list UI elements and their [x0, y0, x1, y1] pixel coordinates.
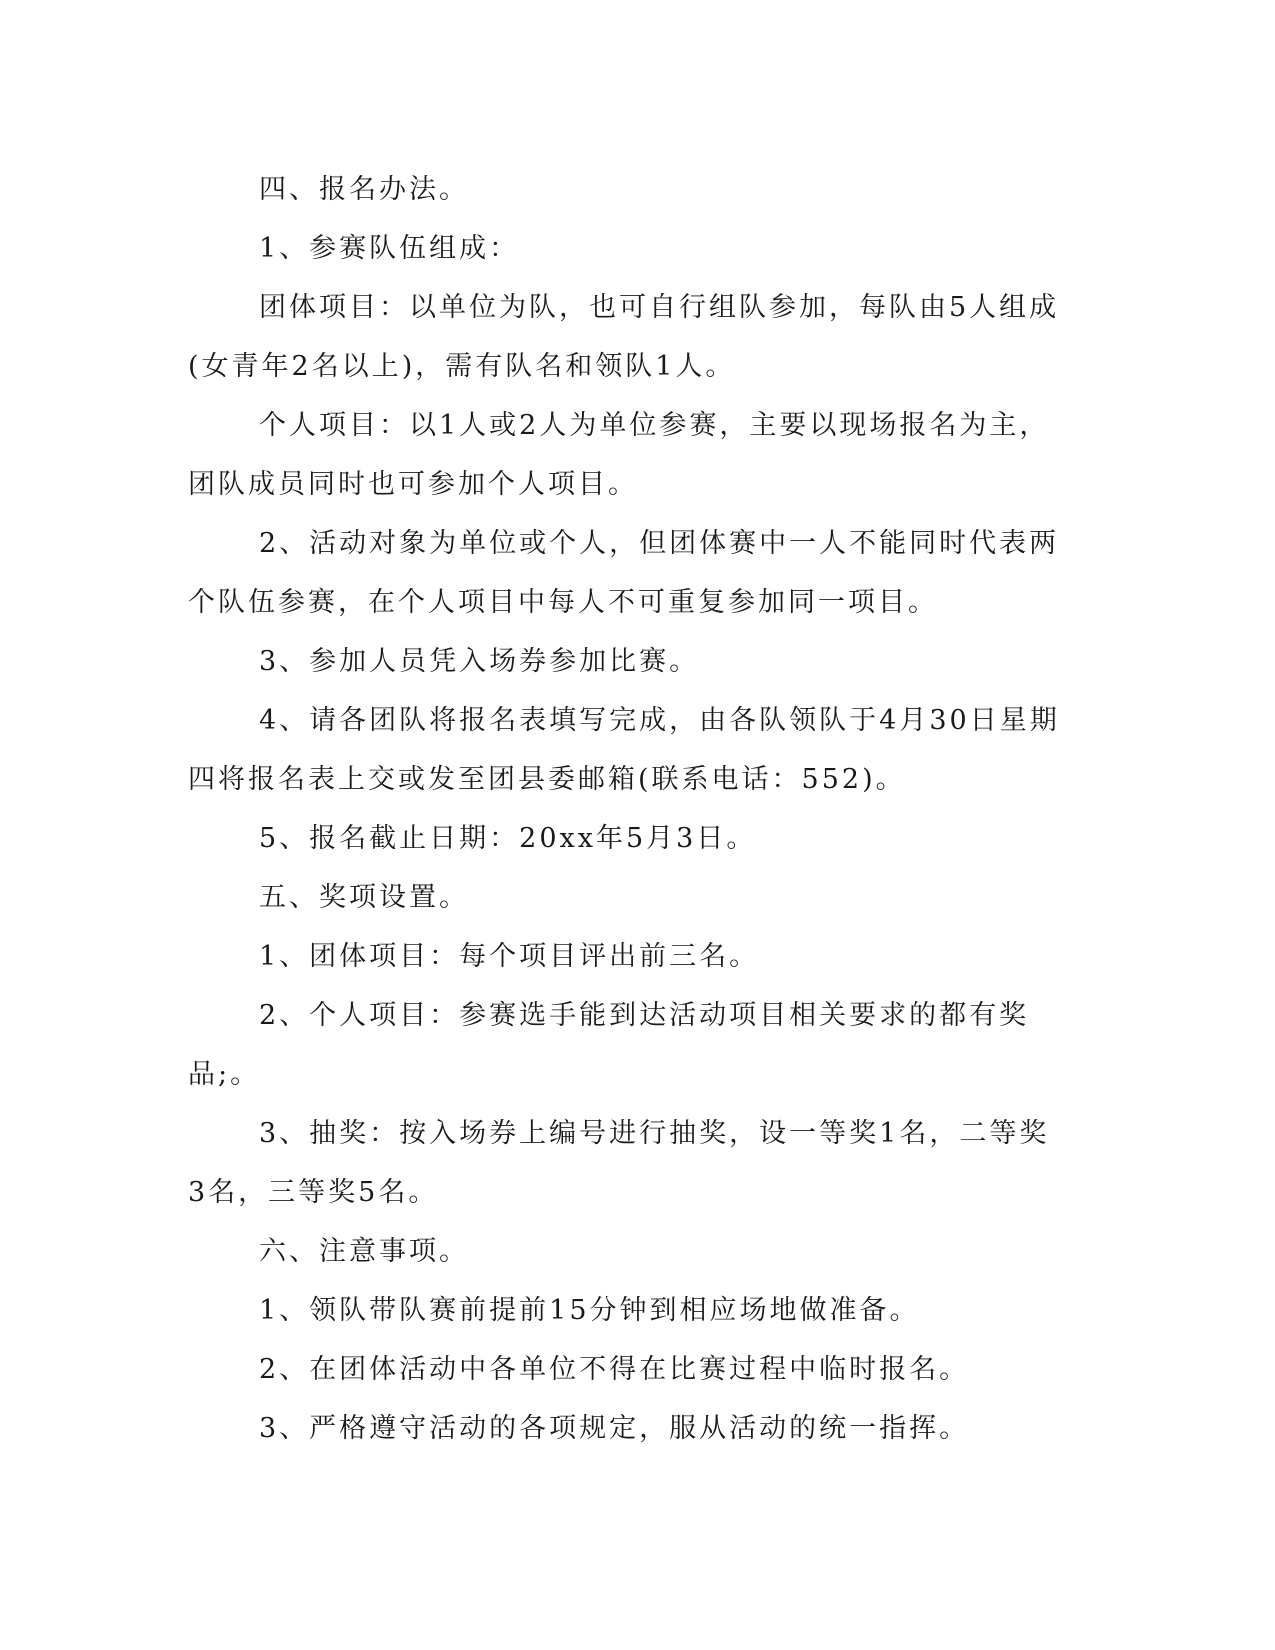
- paragraph: 4、请各团队将报名表填写完成，由各队领队于4月30日星期四将报名表上交或发至团县委邮箱(联系电话：552)。: [188, 705, 1060, 795]
- paragraph: 3、严格遵守活动的各项规定，服从活动的统一指挥。: [259, 1413, 970, 1444]
- section-heading-registration: 四、报名办法。: [259, 174, 469, 205]
- document-body: [188, 160, 1068, 1458]
- paragraph: 2、活动对象为单位或个人，但团体赛中一人不能同时代表两个队伍参赛，在个人项目中每人不可重复参加同一项目。: [188, 528, 1060, 618]
- section-heading-awards: 五、奖项设置。: [259, 882, 469, 913]
- paragraph: 5、报名截止日期：20xx年5月3日。: [259, 823, 757, 854]
- paragraph: 2、个人项目：参赛选手能到达活动项目相关要求的都有奖品;。: [188, 1000, 1030, 1090]
- paragraph: 3、参加人员凭入场券参加比赛。: [259, 646, 700, 677]
- paragraph: 1、参赛队伍组成：: [259, 233, 520, 264]
- paragraph: 1、团体项目：每个项目评出前三名。: [259, 941, 760, 972]
- paragraph: 团体项目：以单位为队，也可自行组队参加，每队由5人组成(女青年2名以上)，需有队名和领队1人。: [188, 292, 1060, 382]
- section-heading-notes: 六、注意事项。: [259, 1236, 469, 1267]
- paragraph: 1、领队带队赛前提前15分钟到相应场地做准备。: [259, 1295, 920, 1326]
- paragraph: 个人项目：以1人或2人为单位参赛，主要以现场报名为主，团队成员同时也可参加个人项目。: [188, 410, 1050, 500]
- paragraph: 2、在团体活动中各单位不得在比赛过程中临时报名。: [259, 1354, 970, 1385]
- paragraph: 3、抽奖：按入场券上编号进行抽奖，设一等奖1名，二等奖3名，三等奖5名。: [188, 1118, 1050, 1208]
